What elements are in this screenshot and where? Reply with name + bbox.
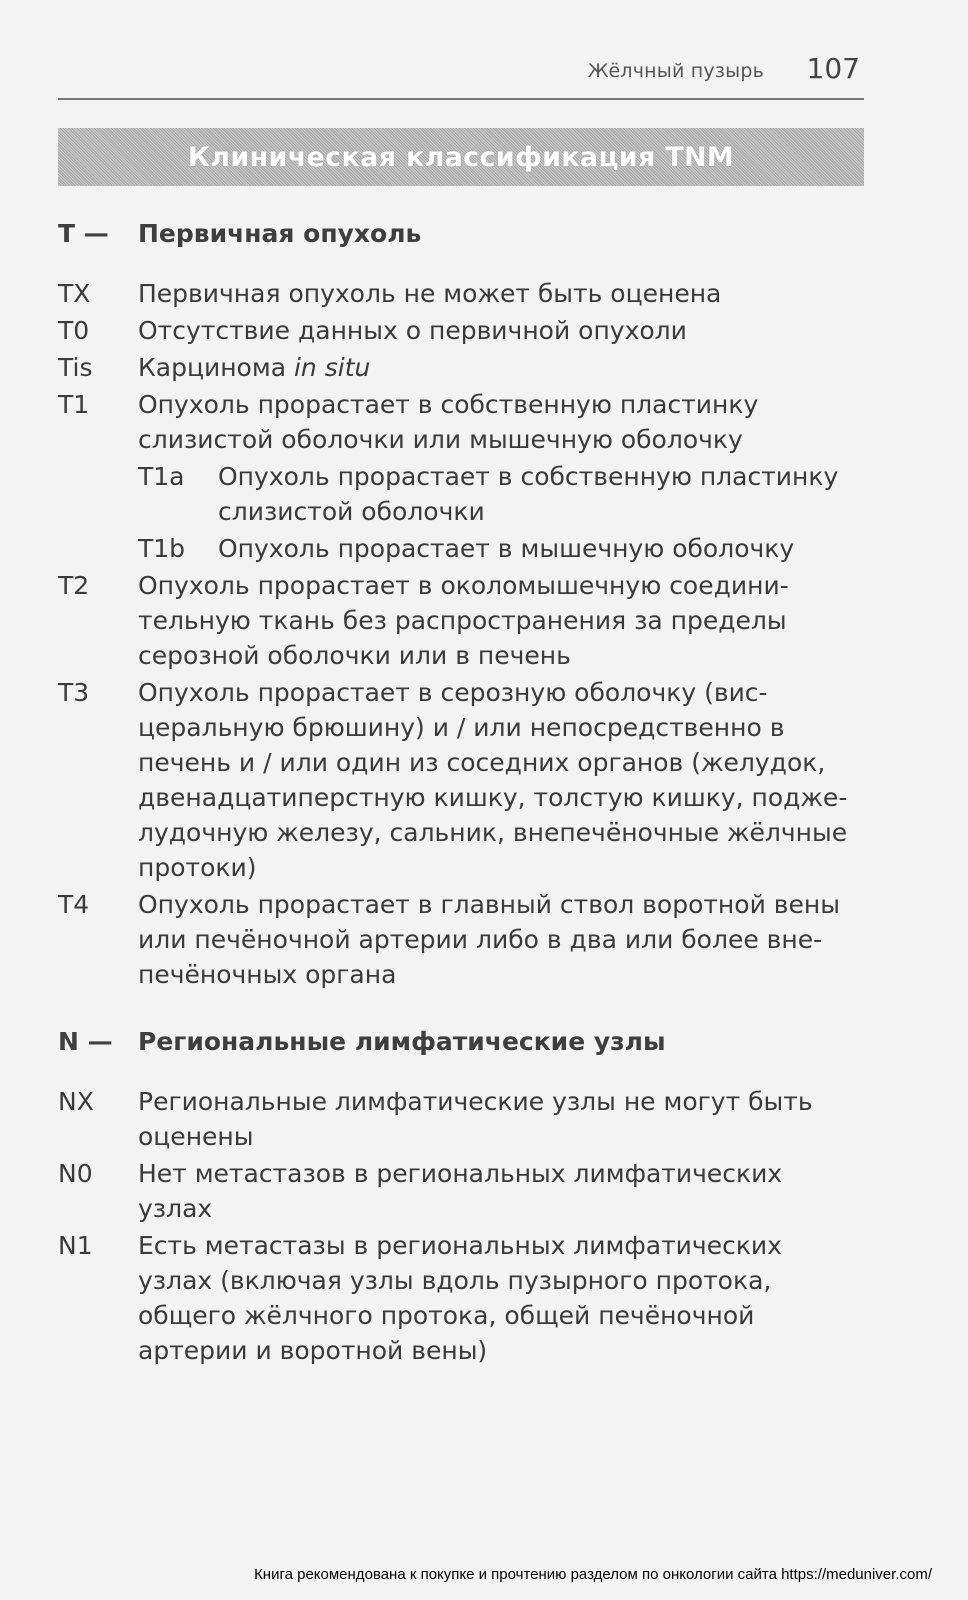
row-code: T0 <box>58 316 90 345</box>
row-description: Карцинома in situ <box>138 353 371 382</box>
row-description: Есть метастазы в регионaльных лимфатических узлах (включая узлы вдоль пузырного протока, общего жёлчного протока, общей печёночной артерии и воротной вены) <box>138 1231 782 1365</box>
row-description: Опухоль прорастает в собственную пластинку слизистой оболочки <box>218 462 839 526</box>
section-title: Регионaльные лимфатические узлы <box>138 1027 666 1056</box>
classification-row-t2 <box>58 568 878 673</box>
page-number: 107 <box>806 52 860 85</box>
row-code: T4 <box>58 890 90 919</box>
row-code: TX <box>58 279 91 308</box>
classification-row-t3 <box>58 675 878 885</box>
section-heading-t <box>58 214 878 254</box>
classification-row-n0 <box>58 1156 878 1226</box>
section-banner <box>58 128 864 186</box>
row-description: Опухоль прорастает в главный ствол воротной вены или печёночной артерии либо в два или более вне- печёночных органа <box>138 890 840 989</box>
footer-note: Книга рекомендована к покупке и прочтению разделом по онкологии сайта https://meduniver.com/ <box>254 1566 932 1583</box>
row-description: Опухоль прорастает в серозную оболочку (вис- церальную брюшину) и / или непосредственно в печень и / или один из соседних органов (желудок, двенадцатиперстную кишку, толстую кишку, подже- лудочную железу, сальник, внепечёночные жёлчные протоки) <box>138 678 848 882</box>
row-description: Отсутствие данных о первичной опухоли <box>138 316 687 345</box>
tnm-content <box>58 214 878 1368</box>
classification-row-t1 <box>58 387 878 457</box>
row-code: N0 <box>58 1159 93 1188</box>
row-code: T1b <box>138 534 186 563</box>
classification-row-t1a <box>58 459 878 529</box>
section-heading-n <box>58 1022 878 1062</box>
section-code: T — <box>58 219 109 248</box>
italic-term: in situ <box>293 353 371 382</box>
banner-title: Клиническая классификация TNM <box>187 141 735 173</box>
row-description: Опухоль прорастает в собственную пластинку слизистой оболочки или мышечную оболочку <box>138 390 759 454</box>
header-rule <box>58 98 864 100</box>
classification-row-tx <box>58 276 878 311</box>
row-code: NX <box>58 1087 94 1116</box>
row-description: Нет метастазов в регионaльных лимфатических узлах <box>138 1159 783 1223</box>
row-description: Регионaльные лимфатические узлы не могут быть оценены <box>138 1087 813 1151</box>
classification-row-t0 <box>58 313 878 348</box>
section-title: Первичная опухоль <box>138 219 422 248</box>
classification-row-t4 <box>58 887 878 992</box>
row-code: Tis <box>58 353 93 382</box>
row-description: Опухоль прорастает в мышечную оболочку <box>218 534 795 563</box>
row-code: N1 <box>58 1231 93 1260</box>
section-code: N — <box>58 1027 113 1056</box>
row-description: Первичная опухоль не может быть оценена <box>138 279 722 308</box>
row-code: T1a <box>138 462 185 491</box>
classification-row-nx <box>58 1084 878 1154</box>
row-description: Опухоль прорастает в околомышечную соедини- тельную ткань без распространения за пределы серозной оболочки или в печень <box>138 571 789 670</box>
row-code: T3 <box>58 678 90 707</box>
classification-row-n1 <box>58 1228 878 1368</box>
row-code: T2 <box>58 571 90 600</box>
running-title: Жёлчный пузырь <box>587 60 764 82</box>
row-code: T1 <box>58 390 90 419</box>
classification-row-tis <box>58 350 878 385</box>
classification-row-t1b <box>58 531 878 566</box>
page-header <box>58 48 864 100</box>
